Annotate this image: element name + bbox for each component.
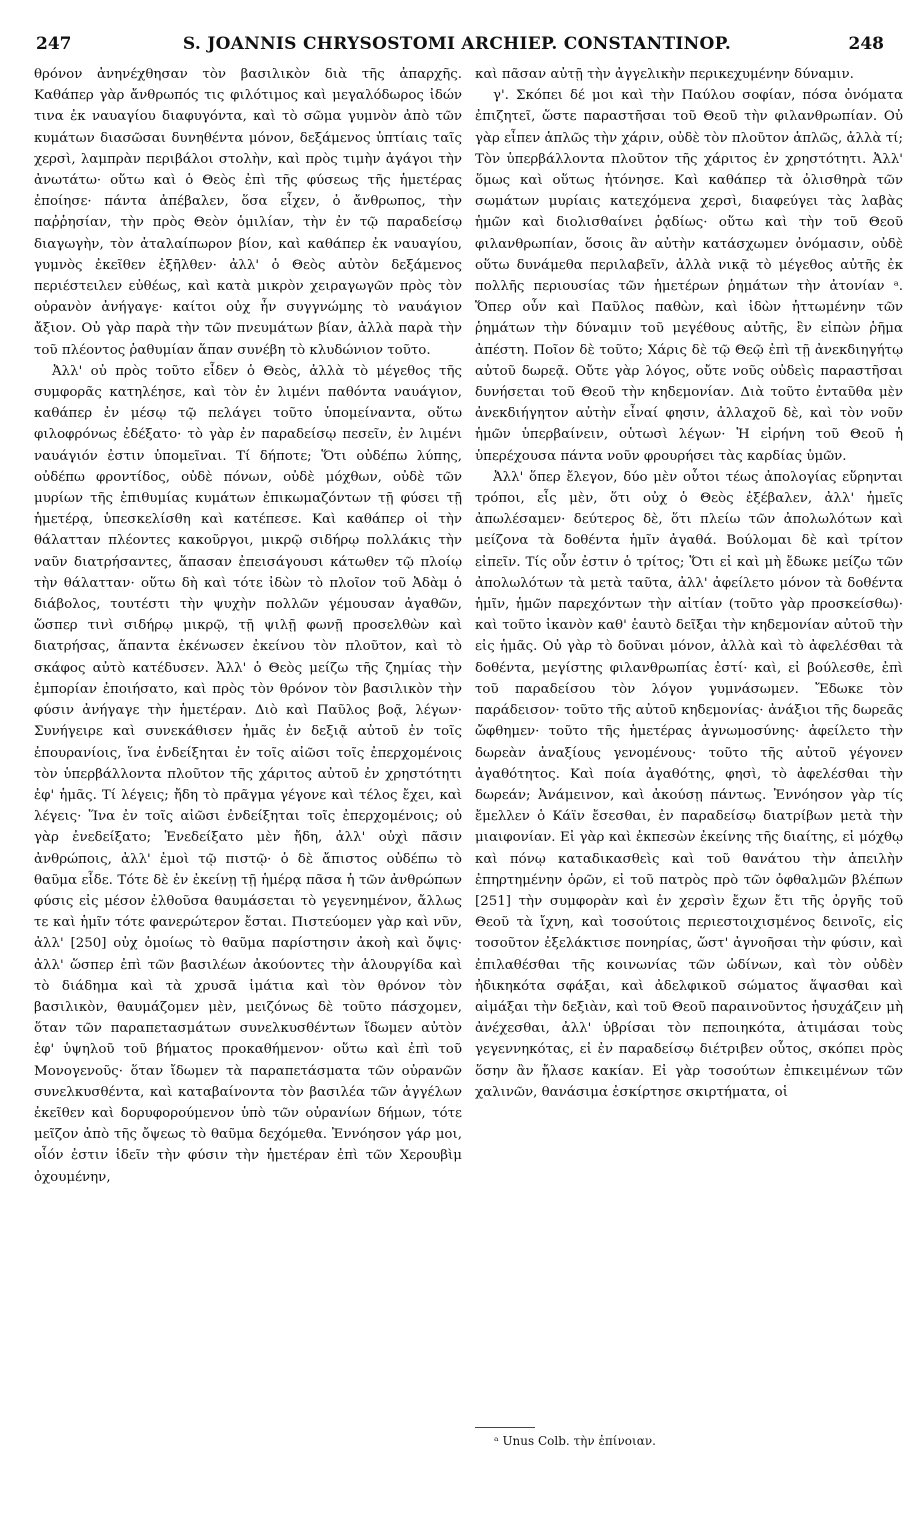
page-number-right: 248 <box>848 34 884 54</box>
right-column <box>475 64 903 1103</box>
paragraph: Ἀλλ' ὅπερ ἔλεγον, δύο μὲν οὗτοι τέως ἀπολογίας εὕρηνται τρόποι, εἷς μὲν, ὅτι οὐχ ὁ Θεὸς ἐξέβαλεν, ἀλλ' ἡμεῖς ἀπωλέσαμεν· δεύτερος δὲ, ὅτι πλείω τῶν ἀπολωλότων καὶ μείζονα τὰ δοθέντα ἡμῖν ἀγαθά. Βούλομαι δὲ καὶ τρίτον εἰπεῖν. Τίς οὖν ἐστιν ὁ τρίτος; Ὅτι εἰ καὶ μὴ ἔδωκε μείζω τῶν ἀπολωλότων τὰ μετὰ ταῦτα, ἀλλ' ἀφείλετο μόνον τὰ δοθέντα ἡμῖν, ἡμῶν παρεχόντων τὴν αἰτίαν (τοῦτο γὰρ προσκείσθω)· καὶ τοῦτο ἱκανὸν καθ' ἑαυτὸ δεῖξαι τὴν κηδεμονίαν αὐτοῦ τὴν εἰς ἡμᾶς. Οὐ γὰρ τὸ δοῦναι μόνον, ἀλλὰ καὶ τὸ ἀφελέσθαι τὰ δοθέντα, μεγίστης φιλανθρωπίας ἐστί· καὶ, εἰ βούλεσθε, ἐπὶ τοῦ παραδείσου τὸν λόγον γυμνάσωμεν. Ἔδωκε τὸν παράδεισον· τοῦτο τῆς αὐτοῦ κηδεμονίας· ἀνάξιοι τῆς δωρεᾶς ὤφθημεν· τοῦτο τῆς ἡμετέρας ἀγνωμοσύνης· ἀφείλετο τὴν δωρεὰν ἀναξίους γενομένους· τοῦτο τῆς αὐτοῦ γέγονεν ἀγαθότητος. Καὶ ποία ἀγαθότης, φησὶ, τὸ ἀφελέσθαι τὴν δωρεάν; Ἀνάμεινον, καὶ ἀκούσῃ πάντως. Ἐννόησον γὰρ τίς ἔμελλεν ὁ Κάϊν ἔσεσθαι, ἐν παραδείσῳ διατρίβων μετὰ τὴν μιαιφονίαν. Εἰ γὰρ καὶ ἐκπεσὼν ἐκείνης τῆς διαίτης, εἰ μόχθῳ καὶ πόνῳ καταδικασθεὶς καὶ τοῦ θανάτου τὴν ἀπειλὴν ἐπηρτημένην ὁρῶν, εἰ τοῦ πατρὸς πρὸ τῶν ὀφθαλμῶν βλέπων [251] τὴν συμφορὰν καὶ ἐν χερσὶν ἔχων ἔτι τῆς ὀργῆς τοῦ Θεοῦ τὰ ἴχνη, καὶ τοσούτοις περιεστοιχισμένος δεινοῖς, εἰς τοσοῦτον ἐξελάκτισε πονηρίας, ὥστ' ἀγνοῆσαι τὴν φύσιν, καὶ ἐπιλαθέσθαι τῆς κοινωνίας τῶν ὠδίνων, καὶ τὸν οὐδὲν ἠδικηκότα σφάξαι, καὶ ἀδελφικοῦ σώματος ἅψασθαι καὶ αἱμάξαι τὴν δεξιὰν, καὶ τοῦ Θεοῦ παραινοῦντος ἡσυχάζειν μὴ ἀνέχεσθαι, ἀλλ' ὑβρίσαι τὸν πεποιηκότα, ἀτιμάσαι τοὺς γεγεννηκότας, εἰ ἐν παραδείσῳ διέτριβεν οὗτος, σκόπει πρὸς ὅσην ἂν ἤλασε κακίαν. Εἰ γὰρ τοσούτων ἐπικειμένων τῶν χαλινῶν, θανάσιμα ἐσκίρτησε σκιρτήματα, οἱ <box>475 469 903 1100</box>
paragraph: θρόνον ἀνηνέχθησαν τὸν βασιλικὸν διὰ τῆς ἀπαρχῆς. Καθάπερ γὰρ ἄνθρωπός τις φιλότιμος καὶ μεγαλόδωρος ἰδών τινα ἐκ ναυαγίου διαφυγόντα, καὶ τὸ σῶμα γυμνὸν ἀπὸ τῶν κυμάτων διασῶσαι δυνηθέντα μόνον, δεξάμενος ὑπτίαις ταῖς χερσὶ, λαμπρὰν περιβάλοι στολὴν, καὶ πρὸς τιμὴν ἀγάγοι τὴν ἀνωτάτω· οὕτω καὶ ὁ Θεὸς ἐπὶ τῆς φύσεως τῆς ἡμετέρας ἐποίησε· πάντα ἀπέβαλεν, ὅσα εἶχεν, ὁ ἄνθρωπος, τὴν παῤῥησίαν, τὴν πρὸς Θεὸν ὁμιλίαν, τὴν ἐν τῷ παραδείσῳ διαγωγὴν, τὸν ἀταλαίπωρον βίον, καὶ καθάπερ ἐκ ναυαγίου, γυμνὸς ἐκεῖθεν ἐξῆλθεν· ἀλλ' ὁ Θεὸς αὐτὸν δεξάμενος περιέστειλεν εὐθέως, καὶ κατὰ μικρὸν χειραγωγῶν πρὸς τὸν οὐρανὸν ἀνήγαγε· καίτοι οὐχ ἦν συγγνώμης τὸ ναυάγιον ἄξιον. Οὐ γὰρ παρὰ τὴν τῶν πνευμάτων βίαν, ἀλλὰ παρὰ τὴν τοῦ πλέοντος ῥαθυμίαν ἅπαν συνέβη τὸ κλυδώνιον τοῦτο. <box>34 67 462 358</box>
footnote: ᵃ Unus Colb. τὴν ἐπίνοιαν. <box>494 1434 656 1448</box>
footnote-divider <box>475 1427 535 1428</box>
running-title: S. JOANNIS CHRYSOSTOMI ARCHIEP. CONSTANTINOP. <box>182 34 732 54</box>
paragraph: Ἀλλ' οὐ πρὸς τοῦτο εἶδεν ὁ Θεὸς, ἀλλὰ τὸ μέγεθος τῆς συμφορᾶς κατηλέησε, καὶ τὸν ἐν λιμένι παθόντα ναυάγιον, καθάπερ ἐν μέσῳ τῷ πελάγει τοῦτο ὑπομείναντα, οὕτω φιλοφρόνως ἐδέξατο· τὸ γὰρ ἐν παραδείσῳ πεσεῖν, ἐν λιμένι ναυάγιόν ἐστιν ὑπομεῖναι. Τί δήποτε; Ὅτι οὐδέπω λύπης, οὐδέπω φροντίδος, οὐδὲ πόνων, οὐδὲ μόχθων, οὐδὲ τῶν μυρίων τῆς ἐπιθυμίας κυμάτων ἐπικωμαζόντων τῇ φύσει τῇ ἡμετέρᾳ, ὑπεσκελίσθη καὶ κατέπεσε. Καὶ καθάπερ οἱ τὴν θάλατταν πλέοντες κακοῦργοι, μικρῷ σιδήρῳ πολλάκις τὴν ναῦν διατρήσαντες, ἅπασαν ἐπεισάγουσι κάτωθεν τῷ πλοίῳ τὴν θάλατταν· οὕτω δὴ καὶ τότε ἰδὼν τὸ πλοῖον τοῦ Ἀδὰμ ὁ διάβολος, τουτέστι τὴν ψυχὴν πολλῶν γέμουσαν ἀγαθῶν, ὥσπερ τινὶ σιδήρῳ μικρῷ, τῇ ψιλῇ φωνῇ προσελθὼν καὶ διατρήσας, ἅπαντα ἐκένωσεν ἐκείνου τὸν πλοῦτον, καὶ τὸ σκάφος αὐτὸ κατέδυσεν. Ἀλλ' ὁ Θεὸς μείζω τῆς ζημίας τὴν ἐμπορίαν ἐποιήσατο, καὶ πρὸς τὸν θρόνον τὸν βασιλικὸν τὴν φύσιν ἀνήγαγε τὴν ἡμετέραν. Διὸ καὶ Παῦλος βοᾷ, λέγων· Συνήγειρε καὶ συνεκάθισεν ἡμᾶς ἐν δεξιᾷ αὐτοῦ ἐν τοῖς ἐπουρανίοις, ἵνα ἐνδείξηται ἐν τοῖς αἰῶσι τοῖς ἐπερχομένοις τὸν ὑπερβάλλοντα πλοῦτον τῆς χάριτος αὐτοῦ ἐν χρηστότητι ἐφ' ἡμᾶς. Τί λέγεις; ἤδη τὸ πρᾶγμα γέγονε καὶ τέλος ἔχει, καὶ λέγεις· Ἵνα ἐν τοῖς αἰῶσι ἐνδείξηται τοῖς ἐπερχομένοις; οὐ γὰρ ἐνεδείξατο; Ἐνεδείξατο μὲν ἤδη, ἀλλ' οὐχὶ πᾶσιν ἀνθρώποις, ἀλλ' ἐμοὶ τῷ πιστῷ· ὁ δὲ ἄπιστος οὐδέπω τὸ θαῦμα εἶδε. Τότε δὲ ἐν ἐκείνῃ τῇ ἡμέρᾳ πᾶσα ἡ τῶν ἀνθρώπων φύσις εἰς μέσον ἐλθοῦσα θαυμάσεται τὸ γεγενημένον, ἄλλως τε καὶ ἡμῖν τότε φανερώτερον ἔσται. Πιστεύομεν γὰρ καὶ νῦν, ἀλλ' [250] οὐχ ὁμοίως τὸ θαῦμα παρίστησιν ἀκοὴ καὶ ὄψις· ἀλλ' ὥσπερ ἐπὶ τῶν βασιλέων ἀκούοντες τὴν ἁλουργίδα καὶ τὸ διάδημα καὶ τὰ χρυσᾶ ἱμάτια καὶ τὸν θρόνον τὸν βασιλικὸν, θαυμάζομεν μὲν, μειζόνως δὲ τοῦτο πάσχομεν, ὅταν τῶν παραπετασμάτων συνελκυσθέντων ἴδωμεν αὐτὸν ἐφ' ὑψηλοῦ τοῦ βήματος προκαθήμενον· οὕτω καὶ ἐπὶ τοῦ Μονογενοῦς· ὅταν ἴδωμεν τὰ παραπετάσματα τῶν οὐρανῶν συνελκυσθέντα, καὶ καταβαίνοντα τὸν βασιλέα τῶν ἀγγέλων ἐκεῖθεν καὶ δορυφορούμενον ὑπὸ τῶν οὐρανίων δήμων, τότε μεῖζον ἀπὸ τῆς ὄψεως τὸ θαῦμα δεχόμεθα. Ἐννόησον γάρ μοι, οἷόν ἐστιν ἰδεῖν τὴν φύσιν τὴν ἡμετέραν ἐπὶ τῶν Χερουβὶμ ὀχουμένην, <box>34 363 462 1185</box>
left-column <box>34 64 462 1188</box>
paragraph: γ'. Σκόπει δέ μοι καὶ τὴν Παύλου σοφίαν, πόσα ὀνόματα ἐπιζητεῖ, ὥστε παραστῆσαι τοῦ Θεοῦ τὴν φιλανθρωπίαν. Οὐ γὰρ εἶπεν ἁπλῶς τὴν χάριν, οὐδὲ τὸν πλοῦτον ἁπλῶς, ἀλλὰ τί; Τὸν ὑπερβάλλοντα πλοῦτον τῆς χάριτος ἐν χρηστότητι. Ἀλλ' ὅμως καὶ οὕτως ἠτόνησε. Καὶ καθάπερ τὰ ὀλισθηρὰ τῶν σωμάτων μυρίαις κατεχόμενα χερσὶ, διαφεύγει τὰς λαβὰς ἡμῶν καὶ διολισθαίνει ῥᾳδίως· οὕτω καὶ τὴν τοῦ Θεοῦ φιλανθρωπίαν, ὅσοις ἂν αὐτὴν κατάσχωμεν ὀνόμασιν, οὐδὲ οὕτω δυνάμεθα περιλαβεῖν, ἀλλὰ νικᾷ τὸ μέγεθος αὐτῆς ἐκ πολλῆς περιουσίας τῶν ἡμετέρων ῥημάτων τὴν ἀτονίαν ᵃ. Ὅπερ οὖν καὶ Παῦλος παθὼν, καὶ ἰδὼν ἡττωμένην τῶν ῥημάτων τὴν δύναμιν τοῦ μεγέθους αὐτῆς, ἓν εἰπὼν ῥῆμα ἀπέστη. Ποῖον δὲ τοῦτο; Χάρις δὲ τῷ Θεῷ ἐπὶ τῇ ἀνεκδιηγήτῳ αὐτοῦ δωρεᾷ. Οὔτε γὰρ λόγος, οὔτε νοῦς οὐδεὶς παραστῆσαι δυνήσεται τοῦ Θεοῦ τὴν κηδεμονίαν. Διὰ τοῦτο ἐνταῦθα μὲν ἀνεκδιήγητον αὐτὴν εἶναί φησιν, ἀλλαχοῦ δὲ, καὶ τὸν νοῦν ἡμῶν ὑπερβαίνειν, οὑτωσὶ λέγων· Ἡ εἰρήνη τοῦ Θεοῦ ἡ ὑπερέχουσα πάντα νοῦν φρουρήσει τὰς καρδίας ὑμῶν. <box>475 88 903 464</box>
paragraph: καὶ πᾶσαν αὐτῇ τὴν ἀγγελικὴν περικεχυμένην δύναμιν. <box>475 67 854 82</box>
page-number-left: 247 <box>36 34 72 54</box>
running-header <box>0 34 914 60</box>
